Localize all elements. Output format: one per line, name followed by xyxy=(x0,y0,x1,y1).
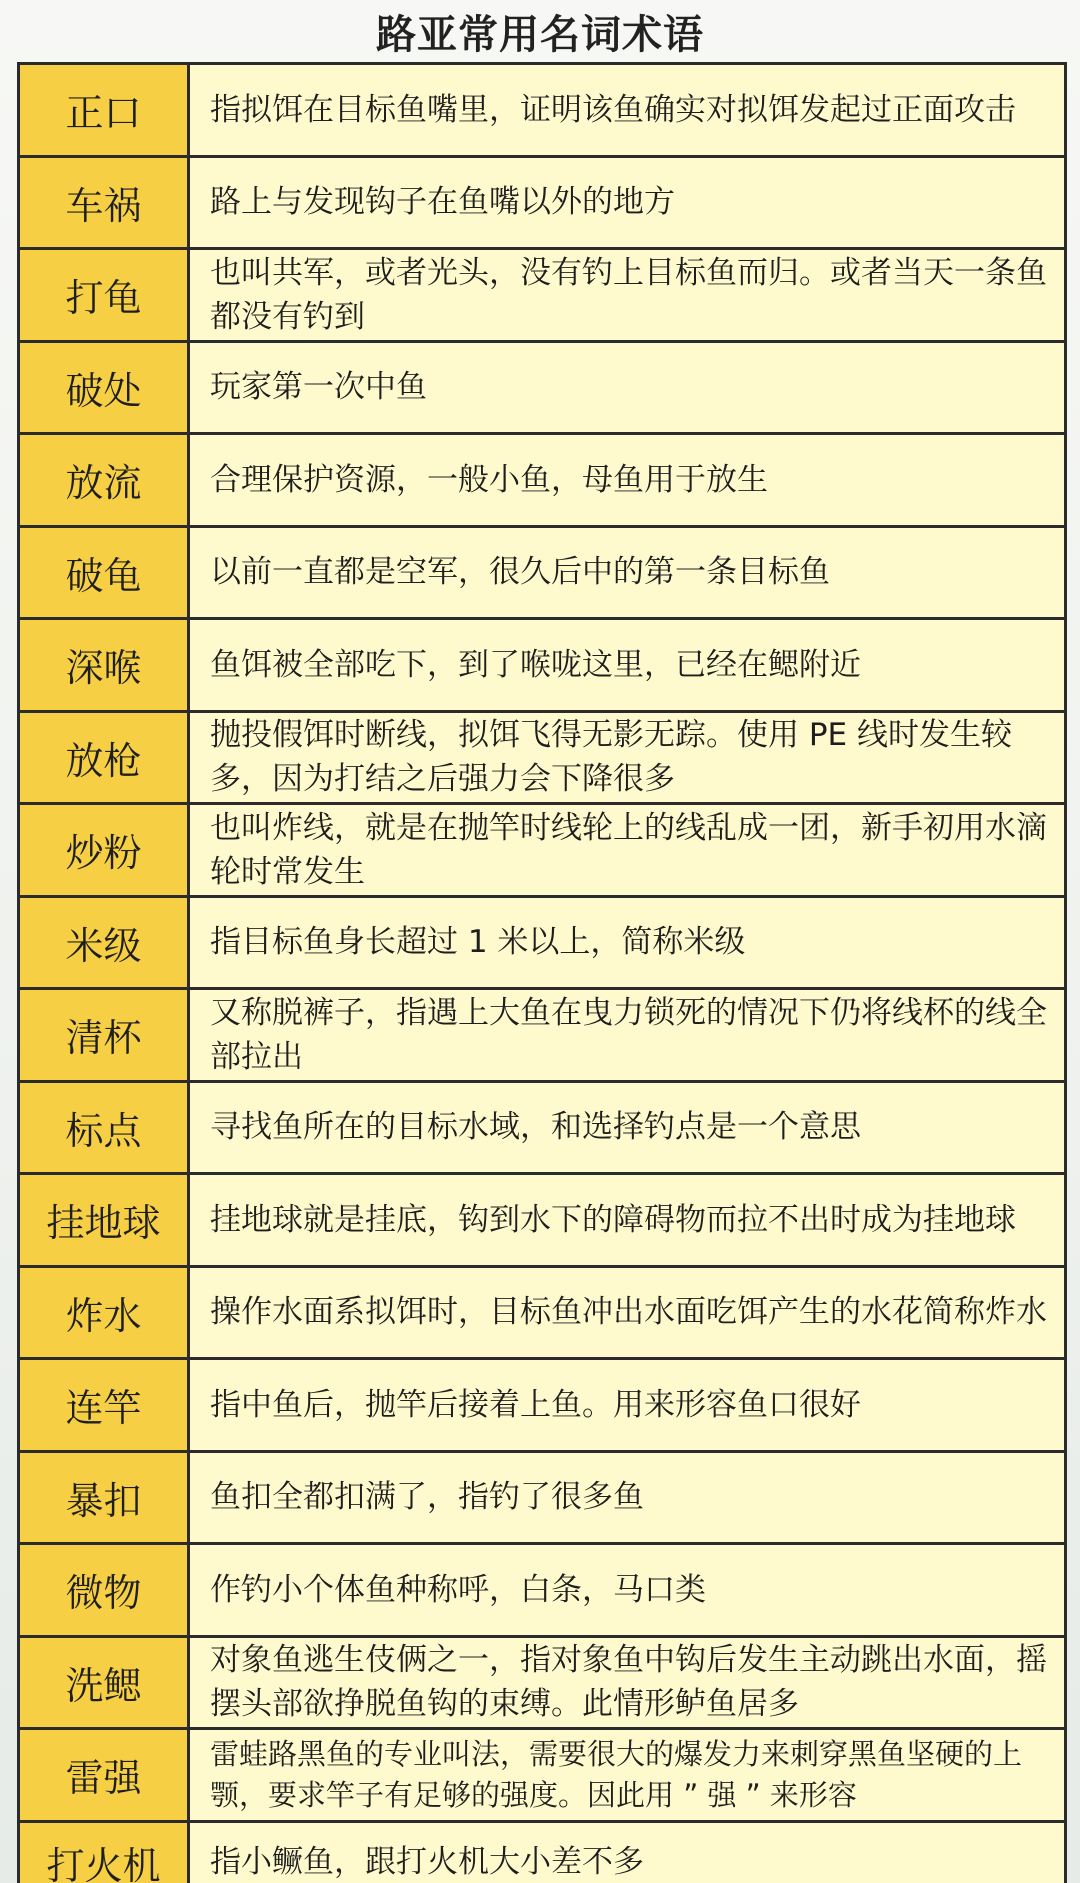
table-row xyxy=(20,65,1064,158)
definition-cell: 寻找鱼所在的目标水域，和选择钓点是一个意思 xyxy=(190,1083,1064,1173)
definition-cell: 路上与发现钩子在鱼嘴以外的地方 xyxy=(190,158,1064,248)
term-cell: 挂地球 xyxy=(20,1175,190,1265)
table-row xyxy=(20,343,1064,436)
table-row xyxy=(20,158,1064,251)
term-cell: 清杯 xyxy=(20,990,190,1080)
table-row xyxy=(20,990,1064,1083)
table-row xyxy=(20,620,1064,713)
term-cell: 放枪 xyxy=(20,713,190,803)
term-cell: 微物 xyxy=(20,1545,190,1635)
definition-cell: 鱼饵被全部吃下，到了喉咙这里，已经在鳃附近 xyxy=(190,620,1064,710)
term-cell: 破龟 xyxy=(20,528,190,618)
table-row xyxy=(20,1545,1064,1638)
term-cell: 炒粉 xyxy=(20,805,190,895)
definition-cell: 挂地球就是挂底，钩到水下的障碍物而拉不出时成为挂地球 xyxy=(190,1175,1064,1265)
definition-cell: 抛投假饵时断线，拟饵飞得无影无踪。使用 PE 线时发生较多，因为打结之后强力会下降很多 xyxy=(190,713,1064,803)
table-row xyxy=(20,805,1064,898)
table-row xyxy=(20,1638,1064,1731)
definition-cell: 指拟饵在目标鱼嘴里，证明该鱼确实对拟饵发起过正面攻击 xyxy=(190,65,1064,155)
definition-cell: 作钓小个体鱼种称呼，白条，马口类 xyxy=(190,1545,1064,1635)
terms-table xyxy=(17,62,1067,1883)
definition-cell: 雷蛙路黑鱼的专业叫法，需要很大的爆发力来刺穿黑鱼坚硬的上颚，要求竿子有足够的强度。因此用 ” 强 ” 来形容 xyxy=(190,1730,1064,1820)
term-cell: 炸水 xyxy=(20,1268,190,1358)
term-cell: 打火机 xyxy=(20,1823,190,1883)
definition-cell: 又称脱裤子，指遇上大鱼在曳力锁死的情况下仍将线杯的线全部拉出 xyxy=(190,990,1064,1080)
definition-cell: 鱼扣全都扣满了，指钓了很多鱼 xyxy=(190,1453,1064,1543)
definition-cell: 操作水面系拟饵时，目标鱼冲出水面吃饵产生的水花简称炸水 xyxy=(190,1268,1064,1358)
definition-cell: 玩家第一次中鱼 xyxy=(190,343,1064,433)
definition-cell: 指目标鱼身长超过 1 米以上，简称米级 xyxy=(190,898,1064,988)
term-cell: 正口 xyxy=(20,65,190,155)
term-cell: 雷强 xyxy=(20,1730,190,1820)
definition-cell: 对象鱼逃生伎俩之一，指对象鱼中钩后发生主动跳出水面，摇摆头部欲挣脱鱼钩的束缚。此情形鲈鱼居多 xyxy=(190,1638,1064,1728)
definition-cell: 合理保护资源，一般小鱼，母鱼用于放生 xyxy=(190,435,1064,525)
definition-cell: 指小鳜鱼，跟打火机大小差不多 xyxy=(190,1823,1064,1883)
definition-cell: 指中鱼后，抛竿后接着上鱼。用来形容鱼口很好 xyxy=(190,1360,1064,1450)
table-row xyxy=(20,1175,1064,1268)
table-row xyxy=(20,1360,1064,1453)
term-cell: 洗鳃 xyxy=(20,1638,190,1728)
page-title: 路亚常用名词术语 xyxy=(376,11,704,58)
term-cell: 车祸 xyxy=(20,158,190,248)
definition-cell: 也叫炸线，就是在抛竿时线轮上的线乱成一团，新手初用水滴轮时常发生 xyxy=(190,805,1064,895)
table-row xyxy=(20,898,1064,991)
term-cell: 米级 xyxy=(20,898,190,988)
table-row xyxy=(20,1083,1064,1176)
term-cell: 暴扣 xyxy=(20,1453,190,1543)
definition-cell: 也叫共军，或者光头，没有钓上目标鱼而归。或者当天一条鱼都没有钓到 xyxy=(190,250,1064,340)
term-cell: 连竿 xyxy=(20,1360,190,1450)
table-row xyxy=(20,250,1064,343)
term-cell: 深喉 xyxy=(20,620,190,710)
table-row xyxy=(20,1823,1064,1883)
table-row xyxy=(20,1453,1064,1546)
term-cell: 破处 xyxy=(20,343,190,433)
term-cell: 打龟 xyxy=(20,250,190,340)
term-cell: 放流 xyxy=(20,435,190,525)
table-row xyxy=(20,713,1064,806)
table-row xyxy=(20,528,1064,621)
term-cell: 标点 xyxy=(20,1083,190,1173)
table-row xyxy=(20,435,1064,528)
table-row xyxy=(20,1268,1064,1361)
definition-cell: 以前一直都是空军，很久后中的第一条目标鱼 xyxy=(190,528,1064,618)
table-row xyxy=(20,1730,1064,1823)
